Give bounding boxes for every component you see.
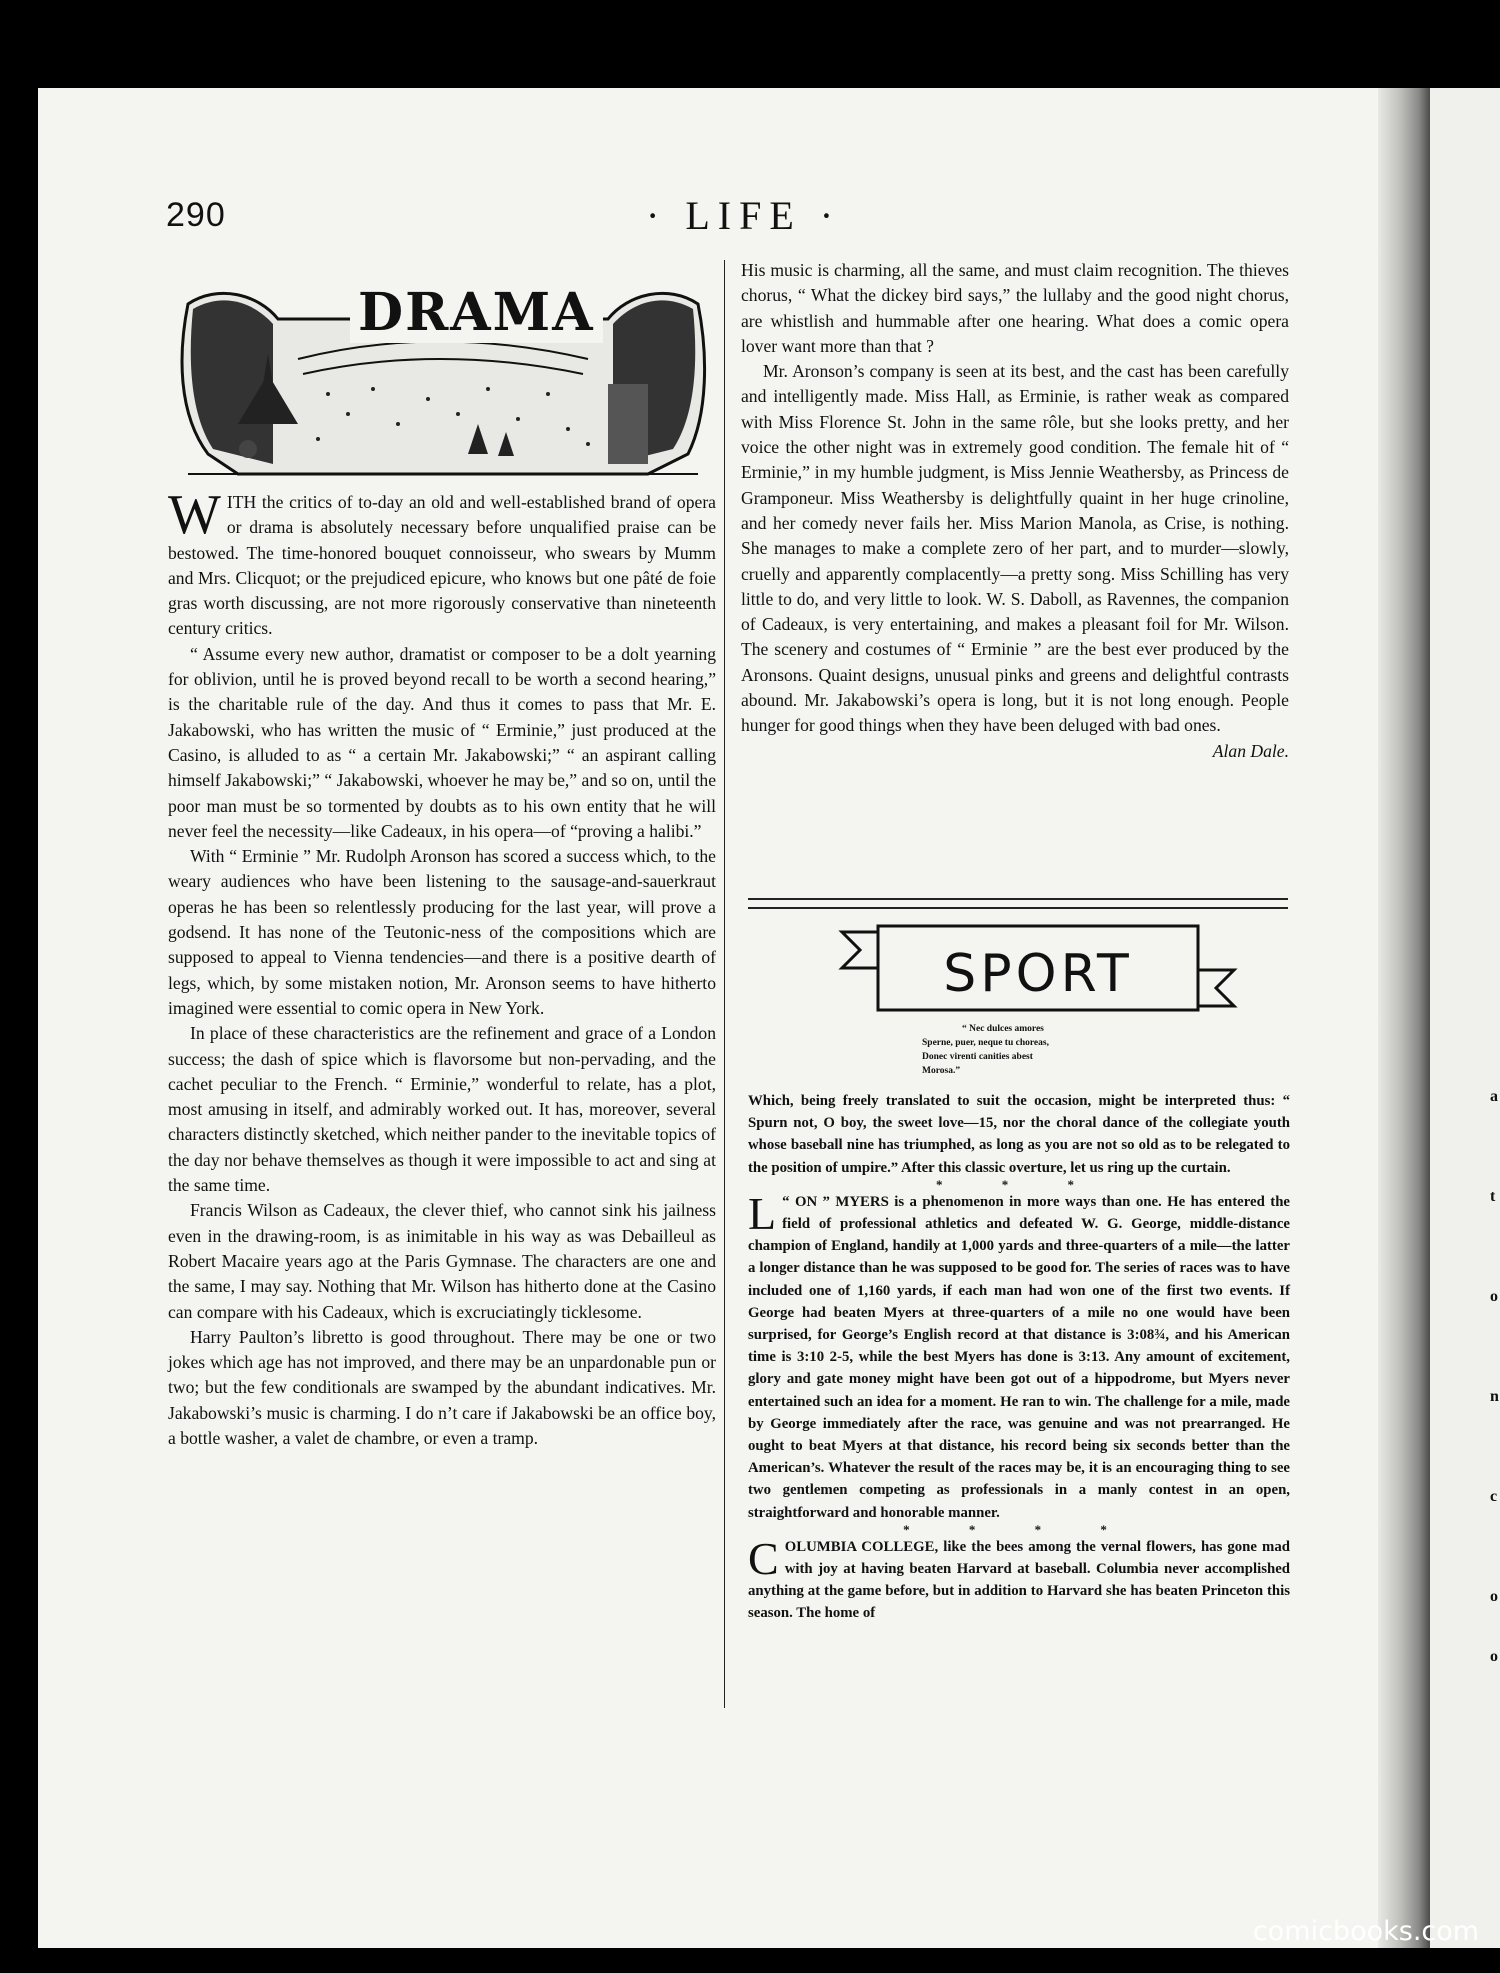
drama-paragraph-5: Francis Wilson as Cadeaux, the clever thief, who cannot sink his jailness even in the drawing-room, is as inimitable in his way as was Debailleul as Robert Macaire years ago at the Paris Gymnase. The characters are one and the same, I may say. Nothing that Mr. Wilson has hitherto done at the Casino can compare with his Cadeaux, which is excruciatingly ticklesome. [168, 1200, 716, 1322]
next-page-edge [1430, 88, 1500, 1948]
drama-paragraph-1: WITH the critics of to-day an old and well-established brand of opera or drama is absolutely necessary before unqualified praise can be bestowed. The time-honored bouquet connoisseur, who swears by Mumm and Mrs. Clicquot; or the prejudiced epicure, who knows but one pâté de foie gras worth discussing, are not more rigorously conservative than nineteenth century critics. [168, 484, 716, 639]
sport-banner [838, 920, 1238, 1016]
drama-paragraph-7: His music is charming, all the same, and must claim recognition. The thieves chorus, “ What the dickey bird says,” the lullaby and the good night chorus, are whistlish and hummable after one hearing. What does a comic opera lover want more than that ? [741, 260, 1289, 356]
drop-cap: L [748, 1187, 777, 1239]
sport-banner-title: SPORT [943, 944, 1133, 1004]
page-number: 290 [166, 196, 226, 234]
sport-paragraph-3: COLUMBIA COLLEGE, like the bees among the vernal flowers, has gone mad with joy at having beaten Harvard at baseball. Columbia never accomplished anything at the game before, but in addition to Harvard she has beaten Princeton this season. The home of [748, 1532, 1290, 1622]
watermark: comicbooks.com [1252, 1916, 1480, 1947]
next-page-fragment: t [1490, 1188, 1496, 1205]
section-divider [748, 898, 1288, 909]
sport-paragraph-2: “ L ON ” MYERS is a phenomenon in more ways than one. He has entered the field of professional athletics and defeated W. G. George, middle-distance champion of England, handily at 1,000 yards and three-quarters of a mile—the latter a longer distance than he was supposed to be good for. The series of races was to have included one of 1,160 yards, if each man had won one of the first two events. If George had beaten Myers at three-quarters of a mile no one would have been surprised, for George’s English record at that distance is 3:08¾, and his American time is 3:10 2-5, while the best Myers has done is 3:13. Any amount of excitement, glory and gate money might have been got out of a hippodrome, but Myers never entertained such an idea for a moment. He ran to win. The challenge for a mile, made by George immediately after the race, was genuine and was not prearranged. He ought to beat Myers at that distance, his record being six seconds better than the American’s. Whatever the result of the races may be, it is an encouraging thing to see two gentlemen competing as professionals in a manly contest in an open, straightforward and honorable manner. [748, 1187, 1290, 1521]
section-stars: * * * * [903, 1521, 1135, 1537]
column-rule [724, 260, 725, 1708]
drama-paragraph-8: Mr. Aronson’s company is seen at its best, and the cast has been carefully and intelligently made. Miss Hall, as Erminie, is rather weak as compared with Miss Florence St. John in the same rôle, but she looks pretty, and her voice the other night was in extremely good condition. The female hit of “ Erminie,” in my humble judgment, is Miss Jennie Weathersby, as Princess de Gramponeur. Miss Weathersby is delightfully quaint in her huge crinoline, and her comedy never fails her. Miss Marion Manola, as Crise, is nothing. She manages to make a complete zero of her part, and to murder—slowly, cruelly and apparently complacently—a pretty song. Miss Schilling has very little to do, and very little to look. W. S. Daboll, as Ravennes, the companion of Cadeaux, is very entertaining, and makes a pleasant foil for Mr. Wilson. The scenery and costumes of “ Erminie ” are the best ever produced by the Aronsons. Quaint designs, unusual pinks and greens and delightful contrasts abound. Mr. Jakabowski’s opera is long, but it is not long enough. People hunger for good things when they have been deluged with bad ones. Alan Dale. [741, 359, 1289, 738]
epigraph-line: Morosa.” [922, 1066, 961, 1076]
section-stars: * * * [936, 1176, 1102, 1192]
epigraph-line: Donec virenti canities abest [922, 1052, 1033, 1062]
drama-article-left-column [168, 484, 716, 1451]
epigraph-line: Sperne, puer, neque tu choreas, [922, 1038, 1049, 1048]
binding-gutter [1378, 88, 1436, 1948]
latin-epigraph [922, 1022, 1122, 1078]
epigraph-line: “ Nec dulces amores [962, 1024, 1044, 1034]
drama-paragraph-3: With “ Erminie ” Mr. Rudolph Aronson has scored a success which, to the weary audiences who have been listening to the sausage-and-sauerkraut operas he has been so relentlessly producing for the last year, will prove a godsend. It has none of the Teutonic-ness of the compositions which are supposed to appeal to Vienna tendencies—and there is a positive dearth of legs, which, by some mistaken notion, Mr. Aronson seems to have hitherto imagined were essential to comic opera in New York. [168, 846, 716, 1018]
next-page-fragment: o [1490, 1648, 1498, 1665]
drama-paragraph-4: In place of these characteristics are the refinement and grace of a London success; the dash of spice which is flavorsome but non-pervading, and the cachet peculiar to the French. “ Erminie,” wonderful to relate, has a plot, most amusing in itself, and admirably worked out. It has, moreover, several characters distinctly sketched, which neither pander to the inevitable topics of the day nor behave themselves as though it were impossible to act and sing at the same time. [168, 1023, 716, 1196]
next-page-fragment: a [1490, 1088, 1498, 1105]
drop-cap: C [748, 1532, 779, 1584]
drop-cap: W [168, 484, 221, 546]
drama-banner-title: DRAMA [350, 282, 603, 343]
next-page-fragment: o [1490, 1288, 1498, 1305]
drama-article-right-column [741, 258, 1289, 764]
next-page-fragment: n [1490, 1388, 1499, 1405]
sport-paragraph-1: Which, being freely translated to suit the occasion, might be interpreted thus: “ Spurn not, O boy, the sweet love—15, nor the choral dance of the collegiate youth whose baseball nine has triumphed, as long as you are not so old as to be relegated to the position of umpire.” After this classic overture, let us ring up the curtain. [748, 1093, 1290, 1176]
masthead-title: · LIFE · [646, 193, 842, 238]
author-signature: Alan Dale. [1212, 740, 1289, 761]
sport-article [748, 1090, 1290, 1625]
drama-banner-illustration [168, 264, 716, 486]
drama-paragraph-2: “ Assume every new author, dramatist or composer to be a dolt yearning for oblivion, until he is proved beyond recall to be worth a second hearing,” is the charitable rule of the day. And thus it comes to pass that Mr. E. Jakabowski, who has written the music of “ Erminie,” just produced at the Casino, is alluded to as “ a certain Mr. Jakabowski;” “ an aspirant calling himself Jakabowski;” “ Jakabowski, whoever he may be,” and so on, until the poor man must be so tormented by doubts as to his own entity that he will never feel the necessity—like Cadeaux, in his opera—of “proving a halibi.” [168, 643, 716, 841]
next-page-fragment: c [1490, 1488, 1498, 1505]
next-page-fragment: o [1490, 1588, 1498, 1605]
drama-paragraph-6: Harry Paulton’s libretto is good throughout. There may be one or two jokes which age has not improved, and there may be an unpardonable pun or two; but the few conditionals are swamped by the abundant indicatives. Mr. Jakabowski’s music is charming. I do n’t care if Jakabowski be an office boy, a bottle washer, a valet de chambre, or even a tramp. [168, 1326, 716, 1448]
page-header [166, 193, 1326, 238]
